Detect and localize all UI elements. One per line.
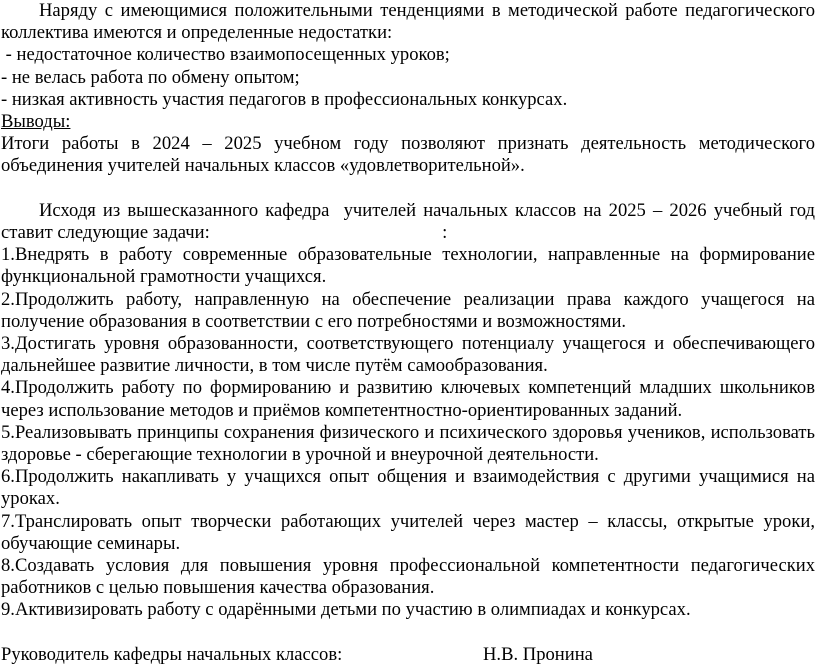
blank-line <box>0 178 816 200</box>
tasks-intro-paragraph: Исходя из вышесказанного кафедра учителей начальных классов на 2025 – 2026 учебный год ставит следующие задачи: : <box>1 199 815 244</box>
intro-paragraph: Наряду с имеющимися положительными тенденциями в методической работе педагогического коллектива имеются и определенные недостатки: <box>1 0 815 44</box>
task-item-1: 1.Внедрять в работу современные образовательные технологии, направленные на формирование функциональной грамотности учащихся. <box>1 244 815 288</box>
conclusions-paragraph: Итоги работы в 2024 – 2025 учебном году позволяют признать деятельность методического объединения учителей начальных классов «удовлетворительной». <box>1 133 815 177</box>
task-item-8: 8.Создавать условия для повышения уровня профессиональной компетентности педагогических работников с целью повышения качества образования. <box>1 555 815 599</box>
shortcoming-item-3: - низкая активность участия педагогов в профессиональных конкурсах. <box>1 88 568 110</box>
task-item-6: 6.Продолжить накапливать у учащихся опыт общения и взаимодействия с другими учащимися на уроках. <box>1 466 815 510</box>
task-item-9: 9.Активизировать работу с одарёнными детьми по участию в олимпиадах и конкурсах. <box>1 599 691 621</box>
shortcoming-item-1: - недостаточное количество взаимопосещенных уроков; <box>1 44 450 66</box>
conclusions-heading: Выводы: <box>1 111 71 133</box>
task-item-2: 2.Продолжить работу, направленную на обеспечение реализации права каждого учащегося на получение образования в соответствии с его потребностями и возможностями. <box>1 288 815 332</box>
task-item-3: 3.Достигать уровня образованности, соответствующего потенциалу учащегося и обеспечивающего дальнейшее развитие личности, в том числе путём самообразования. <box>1 333 815 377</box>
signature-name: Н.В. Пронина <box>483 643 593 665</box>
task-item-5: 5.Реализовывать принципы сохранения физического и психического здоровья учеников, использовать здоровье - сберегающие технологии в урочной и внеурочной деятельности. <box>1 421 815 466</box>
blank-line <box>0 622 816 644</box>
task-item-7: 7.Транслировать опыт творчески работающих учителей через мастер – классы, открытые уроки, обучающие семинары. <box>1 510 815 554</box>
conclusions-heading-line <box>0 111 816 133</box>
signature-position: Руководитель кафедры начальных классов: <box>1 643 343 665</box>
task-item-4: 4.Продолжить работу по формированию и развитию ключевых компетенций младших школьников через использование методов и приёмов компетентностно-ориентированных заданий. <box>1 377 815 421</box>
shortcoming-item-2: - не велась работа по обмену опытом; <box>1 66 300 88</box>
